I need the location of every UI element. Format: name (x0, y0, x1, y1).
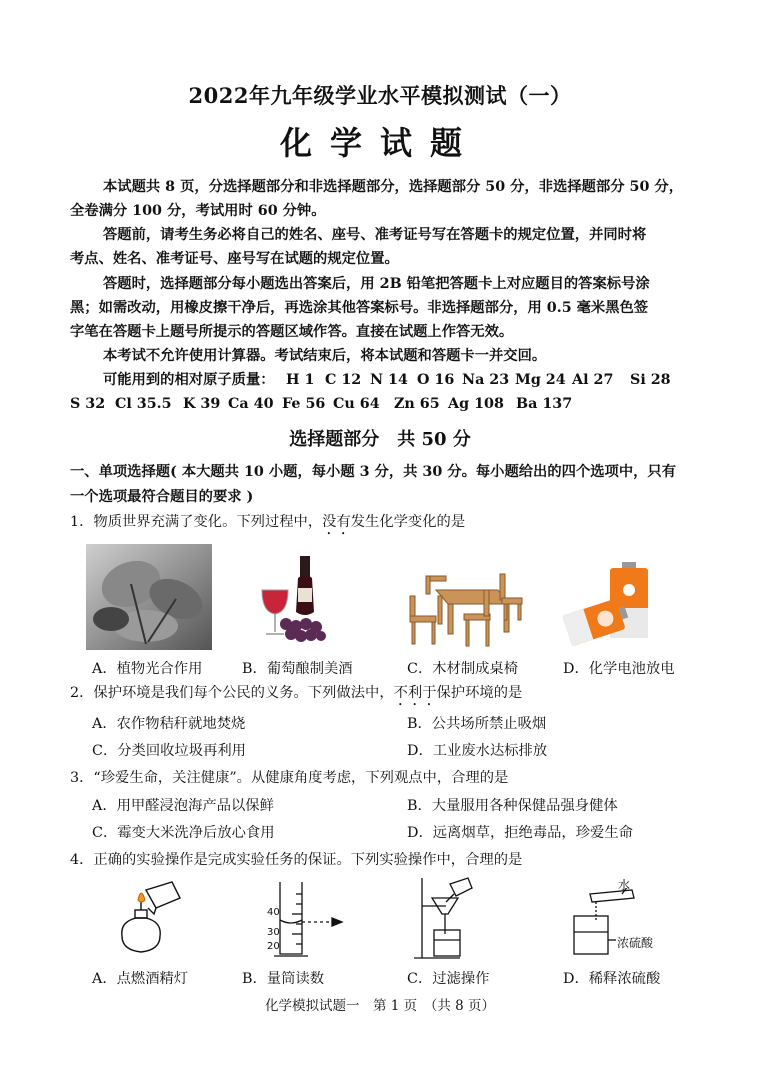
atomic-mass: H 1 (286, 372, 315, 388)
atomic-mass: S 32 (70, 396, 106, 412)
q2-option-a: A．农作物秸秆就地焚烧 (92, 716, 246, 732)
q2-option-d: D．工业废水达标排放 (407, 743, 548, 759)
atomic-mass: Cl 35.5 (115, 396, 172, 412)
intro-line-6: 黑；如需改动，用橡皮擦干净后，再选涂其他答案标号。非选择题部分，用 0.5 毫米黑色签 (70, 300, 649, 316)
q1-stem: 1．物质世界充满了变化。下列过程中，没有发生化学变化的是 (70, 514, 466, 530)
photosynthesis-image (86, 544, 212, 650)
page-footer: 化学模拟试题一 第 1 页 （共 8 页） (264, 998, 496, 1014)
q2-stem: 2．保护环境是我们每个公民的义务。下列做法中，不利于保护环境的是 (70, 685, 523, 701)
batteries-image (560, 560, 662, 652)
cylinder-tick-label: 30 (267, 927, 280, 938)
atomic-mass: C 12 (325, 372, 362, 388)
intro-line-4: 考点、姓名、准考证号、座号写在试题的规定位置。 (70, 251, 399, 267)
acid-label: 浓硫酸 (617, 936, 654, 950)
atomic-mass: N 14 (370, 372, 408, 388)
part-instruction-1: 一、单项选择题( 本大题共 10 小题，每小题 3 分，共 30 分。每小题给出的四个选项中，只有 (70, 464, 677, 480)
q3-stem: 3．“珍爱生命，关注健康”。从健康角度考虑，下列观点中，合理的是 (70, 770, 509, 786)
alcohol-lamp-illustration (112, 878, 184, 958)
intro-line-7: 字笔在答题卡上题号所提示的答题区域作答。直接在试题上作答无效。 (70, 324, 514, 340)
q2-option-c: C．分类回收垃圾再利用 (92, 743, 246, 759)
q1-emphasis: 没有 (322, 514, 351, 530)
intro-line-3: 答题前，请考生务必将自己的姓名、座号、准考证号写在答题卡的规定位置，并同时将 (103, 227, 647, 243)
q1-option-c: C．木材制成桌椅 (407, 661, 519, 677)
q1-option-b: B．葡萄酿制美酒 (242, 661, 353, 677)
cylinder-tick-label: 40 (267, 907, 280, 918)
q2-option-b: B．公共场所禁止吸烟 (407, 716, 547, 732)
atomic-mass: Cu 64 (333, 396, 380, 412)
q4-stem: 4．正确的实验操作是完成实验任务的保证。下列实验操作中，合理的是 (70, 852, 523, 868)
intro-line-1: 本试题共 8 页，分选择题部分和非选择题部分，选择题部分 50 分，非选择题部分 50 分， (103, 179, 683, 195)
intro-line-2: 全卷满分 100 分，考试用时 60 分钟。 (70, 203, 326, 219)
q3-option-d: D．远离烟草，拒绝毒品，珍爱生命 (407, 825, 633, 841)
atomic-mass: Si 28 (630, 372, 671, 388)
q4-option-c: C．过滤操作 (407, 971, 490, 987)
atomic-mass: Na 23 (462, 372, 510, 388)
part-instruction-2: 一个选项最符合题目的要求 ) (70, 489, 254, 505)
atomic-mass: Al 27 (572, 372, 614, 388)
q4-option-b: B．量筒读数 (242, 971, 324, 987)
q3-option-b: B．大量服用各种保健品强身健体 (407, 798, 618, 814)
exam-title: 2022年九年级学业水平模拟测试（一） (188, 83, 572, 108)
q4-option-d: D．稀释浓硫酸 (563, 971, 661, 987)
q3-option-c: C．霉变大米洗净后放心食用 (92, 825, 275, 841)
intro-line-5: 答题时，选择题部分每小题选出答案后，用 2B 铅笔把答题卡上对应题目的答案标号涂 (103, 276, 650, 292)
atomic-mass: Ca 40 (228, 396, 274, 412)
q4-option-a: A．点燃酒精灯 (92, 971, 189, 987)
filtration-illustration (410, 874, 480, 962)
section-title: 选择题部分 共 50 分 (289, 429, 471, 450)
cylinder-tick-label: 20 (267, 941, 280, 952)
intro-line-8: 本考试不允许使用计算器。考试结束后，将本试题和答题卡一并交回。 (103, 348, 547, 364)
atomic-mass: Ag 108 (448, 396, 504, 412)
atomic-mass: Mg 24 (515, 372, 566, 388)
q1-option-d: D．化学电池放电 (563, 661, 675, 677)
table-chairs-image (406, 568, 524, 650)
water-label: 水 (618, 878, 631, 892)
q3-option-a: A．用甲醛浸泡海产品以保鲜 (92, 798, 274, 814)
wine-grapes-image (254, 552, 334, 648)
q1-option-a: A．植物光合作用 (92, 661, 203, 677)
q2-emphasis: 不利于 (393, 685, 437, 701)
atomic-mass-label: 可能用到的相对原子质量： (103, 372, 275, 388)
atomic-mass: Zn 65 (394, 396, 440, 412)
atomic-mass: O 16 (417, 372, 455, 388)
atomic-mass: Ba 137 (516, 396, 573, 412)
atomic-mass: K 39 (183, 396, 221, 412)
subject-title: 化学试题 (279, 124, 480, 162)
atomic-mass: Fe 56 (282, 396, 326, 412)
